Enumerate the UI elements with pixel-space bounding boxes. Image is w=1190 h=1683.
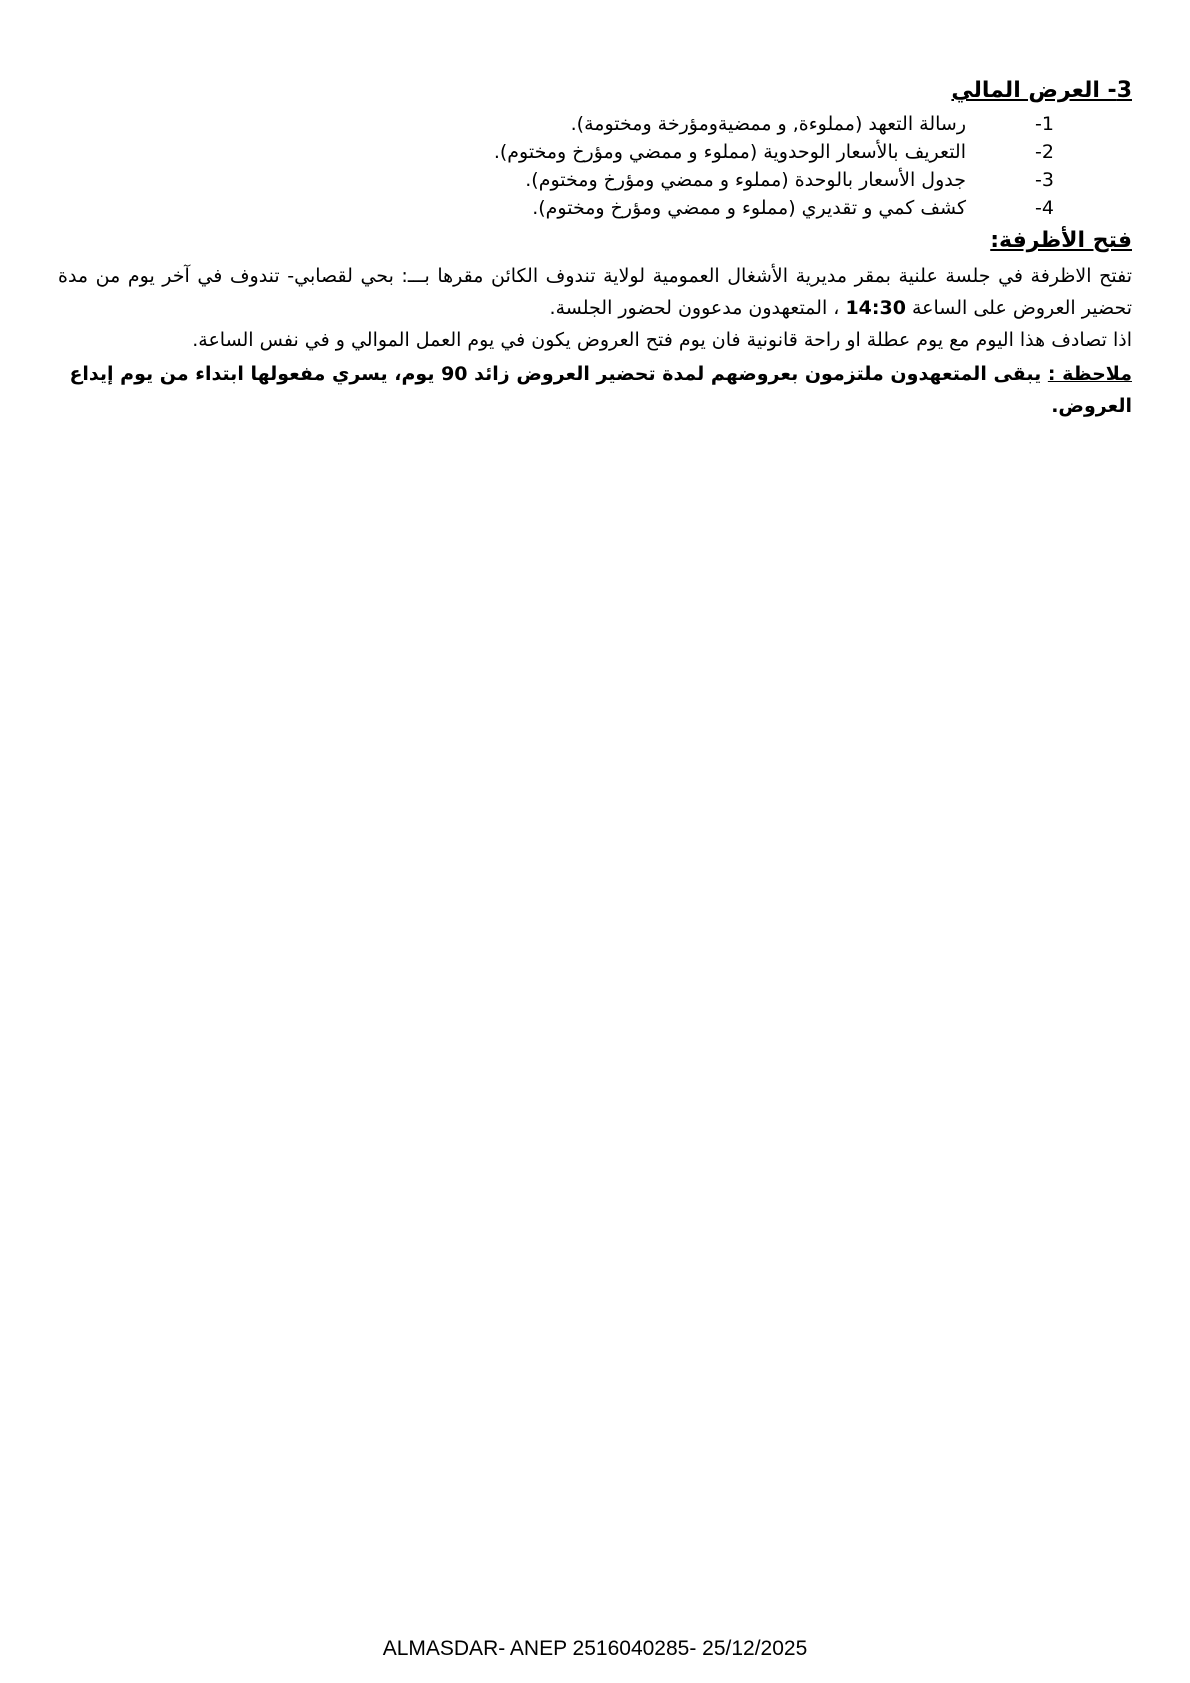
note-label: ملاحظة : [1047, 363, 1132, 385]
note-text: يبقى المتعهدون ملتزمون بعروضهم لمدة تحضير العروض زائد 90 يوم، يسري مفعولها ابتداء من يوم إيداع العروض. [69, 363, 1132, 417]
item-text: جدول الأسعار بالوحدة (مملوء و ممضي ومؤرخ ومختوم). [525, 169, 966, 191]
document-content [0, 0, 1190, 422]
opening-time: 14:30 [845, 297, 906, 319]
opening-paragraph-text-after: ، المتعهدون مدعوون لحضور الجلسة. [549, 297, 846, 319]
footer-anep-line: ALMASDAR- ANEP 2516040285- 25/12/2025 [382, 1637, 808, 1660]
list-item [58, 194, 1132, 222]
item-text: رسالة التعهد (مملوءة, و ممضيةومؤرخة ومختومة). [570, 113, 966, 135]
item-text: كشف كمي و تقديري (مملوء و ممضي ومؤرخ ومختوم). [532, 197, 966, 219]
opening-paragraph [58, 260, 1132, 324]
financial-offer-heading: 3- العرض المالي [951, 78, 1132, 103]
note-paragraph [58, 358, 1132, 422]
opening-paragraph-text-before: تفتح الاظرفة في جلسة علنية بمقر مديرية الأشغال العمومية لولاية تندوف الكائن مقرها بـــ: بحي لقصابي- تندوف في آخر يوم من مدة تحضير العروض على الساعة [58, 265, 1132, 319]
envelope-opening-heading: فتح الأظرفة: [990, 228, 1132, 253]
list-item [58, 110, 1132, 138]
list-item [58, 166, 1132, 194]
item-number: 2- [1035, 141, 1054, 163]
holiday-paragraph: اذا تصادف هذا اليوم مع يوم عطلة او راحة قانونية فان يوم فتح العروض يكون في يوم العمل الموالي و في نفس الساعة. [192, 329, 1132, 351]
list-item [58, 138, 1132, 166]
financial-offer-list [58, 110, 1132, 222]
item-number: 4- [1035, 197, 1054, 219]
item-text: التعريف بالأسعار الوحدوية (مملوء و ممضي ومؤرخ ومختوم). [493, 141, 966, 163]
item-number: 1- [1035, 113, 1054, 135]
item-number: 3- [1035, 169, 1054, 191]
